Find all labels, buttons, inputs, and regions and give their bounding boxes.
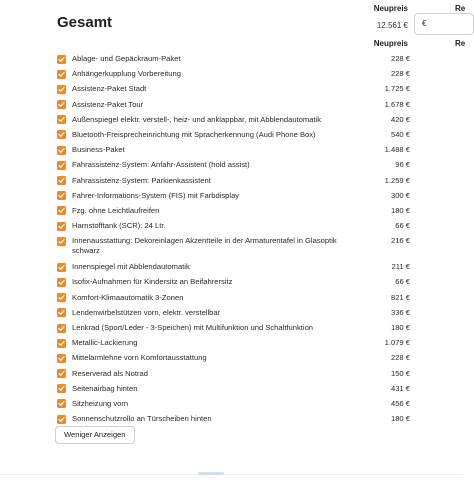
option-label: Harnstofftank (SCR): 24 Ltr. — [72, 221, 166, 231]
option-label: Reserverad als Notrad — [72, 368, 148, 378]
option-label: Fahrer-Informations-System (FIS) mit Farbdisplay — [72, 190, 240, 200]
option-list — [57, 51, 410, 426]
option-price: 96 € — [395, 160, 410, 170]
section-title: Gesamt — [57, 14, 113, 31]
checkbox-checked-icon[interactable] — [57, 100, 66, 109]
option-label: Business-Paket — [72, 145, 125, 155]
option-label: Fahrassistenz-System: Anfahr-Assistent (hold assist) — [72, 160, 250, 170]
checkbox-checked-icon[interactable] — [57, 130, 66, 139]
option-row — [57, 233, 410, 259]
checkbox-checked-icon[interactable] — [57, 339, 66, 348]
option-label: Ablage- und Gepäckraum-Paket — [72, 54, 181, 63]
checkbox-checked-icon[interactable] — [57, 308, 66, 317]
option-label: Innenspiegel mit Abblendautomatik — [72, 262, 190, 272]
option-row — [57, 142, 410, 157]
option-price: 336 € — [390, 307, 410, 317]
checkbox-checked-icon[interactable] — [57, 70, 66, 79]
option-row — [57, 290, 410, 305]
option-label: Fahrassistenz-System: Parkienkassistent — [72, 175, 211, 185]
option-row — [57, 51, 410, 66]
option-row — [57, 305, 410, 320]
option-row — [57, 97, 410, 112]
checkbox-checked-icon[interactable] — [57, 384, 66, 393]
option-row — [57, 112, 410, 127]
checkbox-checked-icon[interactable] — [57, 415, 66, 424]
option-row — [57, 396, 410, 411]
option-row — [57, 173, 410, 188]
option-row — [57, 320, 410, 335]
option-row — [57, 157, 410, 172]
subheader-re: Re — [455, 39, 466, 48]
option-label: Innenausstattung: Dekoreinlagen Akzentteile in der Armaturentafel in Glasoptik schwarz — [72, 236, 337, 256]
option-price: 1.678 € — [384, 99, 410, 109]
checkbox-checked-icon[interactable] — [57, 115, 66, 124]
bottom-accent-bar — [198, 472, 224, 475]
option-row — [57, 127, 410, 142]
option-price: 180 € — [390, 323, 410, 332]
option-price: 1.488 € — [384, 145, 410, 155]
option-row — [57, 381, 410, 396]
option-price: 228 € — [390, 54, 410, 63]
option-row — [57, 188, 410, 203]
checkbox-checked-icon[interactable] — [57, 222, 66, 231]
option-price: 211 € — [391, 262, 410, 272]
option-row — [57, 203, 410, 218]
option-price: 540 € — [390, 129, 410, 139]
option-row — [57, 259, 410, 274]
option-row — [57, 66, 410, 81]
option-label: Sitzheizung vorn — [72, 398, 129, 408]
checkbox-checked-icon[interactable] — [57, 237, 66, 246]
option-price: 66 € — [395, 277, 410, 287]
price-input-field[interactable] — [414, 13, 474, 35]
option-row — [57, 218, 410, 233]
option-label: Assistenz-Paket Stadt — [72, 84, 147, 94]
checkbox-checked-icon[interactable] — [57, 278, 66, 287]
option-label: Seitenairbag hinten — [72, 383, 138, 393]
checkbox-checked-icon[interactable] — [57, 55, 66, 64]
option-price: 150 € — [390, 368, 410, 378]
option-label: Komfort-Klimaautomatik 3-Zonen — [72, 292, 184, 302]
option-price: 300 € — [390, 190, 410, 200]
checkbox-checked-icon[interactable] — [57, 263, 66, 272]
option-price: 821 € — [390, 292, 410, 302]
option-label: Sonnenschutzrollo an Türscheiben hinten — [72, 414, 212, 424]
option-row — [57, 411, 410, 426]
option-price: 1.259 € — [384, 175, 410, 185]
option-label: Isofix-Aufnahmen für Kindersitz an Beifahrersitz — [72, 277, 233, 287]
column-header-neupreis: Neupreis — [373, 4, 408, 13]
option-label: Mittelarmlehne vorn Komfortausstattung — [72, 353, 207, 363]
option-row — [57, 350, 410, 365]
option-label: Fzg. ohne Leichtlaufreifen — [72, 205, 160, 215]
divider — [0, 474, 463, 475]
checkbox-checked-icon[interactable] — [57, 191, 66, 200]
checkbox-checked-icon[interactable] — [57, 206, 66, 215]
checkbox-checked-icon[interactable] — [57, 146, 66, 155]
option-row — [57, 335, 410, 350]
checkbox-checked-icon[interactable] — [57, 324, 66, 333]
option-label: Assistenz-Paket Tour — [72, 99, 144, 109]
option-price: 228 € — [390, 353, 410, 363]
option-label: Bluetooth-Freisprecheinrichtung mit Spracherkennung (Audi Phone Box) — [72, 129, 316, 139]
option-label: Anhängerkupplung Vorbereitung — [72, 69, 181, 79]
option-label: Lenkrad (Sport/Leder - 3-Speichen) mit Multifunktion und Schaltfunktion — [72, 323, 314, 332]
checkbox-checked-icon[interactable] — [57, 354, 66, 363]
option-label: Metallic-Lackierung — [72, 338, 138, 348]
option-price: 1.725 € — [384, 84, 410, 94]
currency-symbol: € — [422, 19, 427, 28]
checkbox-checked-icon[interactable] — [57, 176, 66, 185]
option-label: Lendenwirbelstützen vorn, elektr. verstellbar — [72, 307, 221, 317]
option-price: 456 € — [390, 398, 410, 408]
option-label: Außenspiegel elektr. verstell-, heiz- und anklappbar, mit Abblendautomatik — [72, 114, 322, 124]
total-price: 12.561 € — [376, 21, 408, 30]
option-price: 420 € — [390, 114, 410, 124]
column-header-re: Re — [455, 4, 466, 13]
option-price: 216 € — [390, 236, 410, 246]
show-less-button[interactable]: Weniger Anzeigen — [55, 426, 135, 444]
option-row — [57, 274, 410, 289]
option-price: 431 € — [390, 383, 410, 393]
option-row — [57, 81, 410, 96]
option-price: 1.079 € — [384, 338, 410, 348]
checkbox-checked-icon[interactable] — [57, 161, 66, 170]
subheader-neupreis: Neupreis — [373, 39, 408, 48]
checkbox-checked-icon[interactable] — [57, 399, 66, 408]
option-row — [57, 366, 410, 381]
checkbox-checked-icon[interactable] — [57, 85, 66, 94]
checkbox-checked-icon[interactable] — [57, 369, 66, 378]
option-price: 228 € — [390, 69, 410, 79]
checkbox-checked-icon[interactable] — [57, 293, 66, 302]
option-price: 66 € — [395, 221, 410, 231]
option-price: 180 € — [390, 414, 410, 424]
option-price: 180 € — [390, 205, 410, 215]
